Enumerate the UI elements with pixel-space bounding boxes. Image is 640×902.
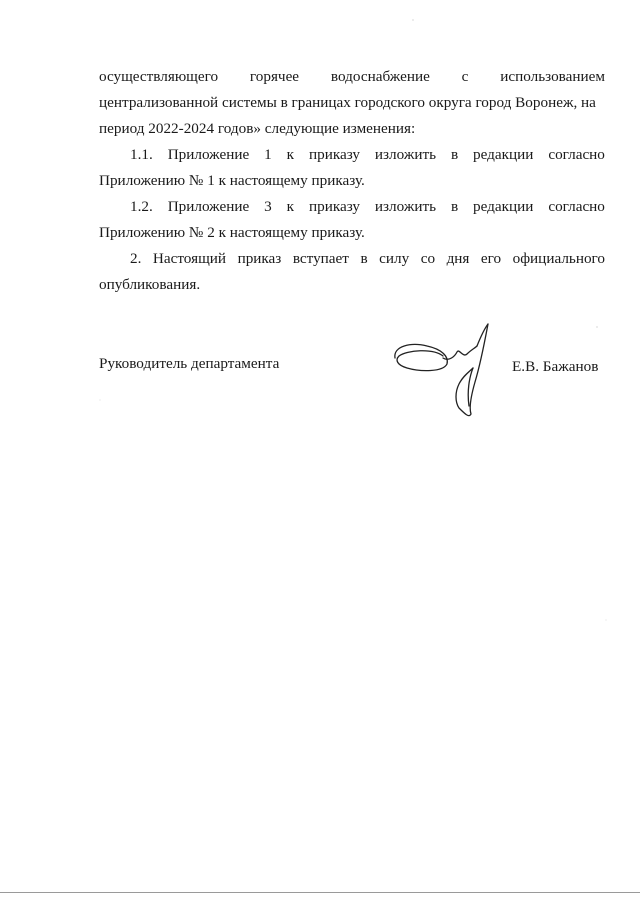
word: Приложение [167, 198, 250, 215]
word: приказу [308, 198, 360, 215]
word: осуществляющего [99, 68, 219, 85]
word: 1.2. [130, 198, 153, 215]
word: его [480, 250, 502, 267]
word: Приложение [167, 146, 250, 163]
para1-line3: период 2022-2024 годов» следующие изменения: [99, 120, 416, 137]
word: согласно [548, 198, 605, 215]
word: в [360, 250, 368, 267]
word: согласно [548, 146, 605, 163]
position-title: Руководитель департамента [99, 355, 280, 372]
word: силу [379, 250, 410, 267]
word: 2. [130, 250, 142, 267]
word: в [450, 198, 459, 215]
word: в [450, 146, 459, 163]
para1-line2: централизованной системы в границах городского округа город Воронеж, на [99, 94, 596, 111]
word: 1.1. [130, 146, 153, 163]
word: редакции [473, 146, 534, 163]
word: приказу [308, 146, 360, 163]
signer-name: Е.В. Бажанов [512, 358, 599, 375]
item-2-line2: опубликования. [99, 276, 201, 293]
word: дня [446, 250, 470, 267]
item-1-2-line2: Приложению № 2 к настоящему приказу. [99, 224, 365, 241]
word: приказ [237, 250, 282, 267]
word: 1 [264, 146, 272, 163]
word: горячее [249, 68, 300, 85]
word: Настоящий [152, 250, 227, 267]
word: с [461, 68, 469, 85]
word: со [420, 250, 436, 267]
word: официального [512, 250, 605, 267]
bottom-edge-line [0, 892, 640, 893]
word: к [286, 198, 295, 215]
word: изложить [374, 198, 437, 215]
word: редакции [473, 198, 534, 215]
word: 3 [264, 198, 272, 215]
item-1-1-line2: Приложению № 1 к настоящему приказу. [99, 172, 365, 189]
word: вступает [292, 250, 349, 267]
word: использованием [500, 68, 605, 85]
word: к [286, 146, 295, 163]
word: изложить [374, 146, 437, 163]
word: водоснабжение [330, 68, 430, 85]
